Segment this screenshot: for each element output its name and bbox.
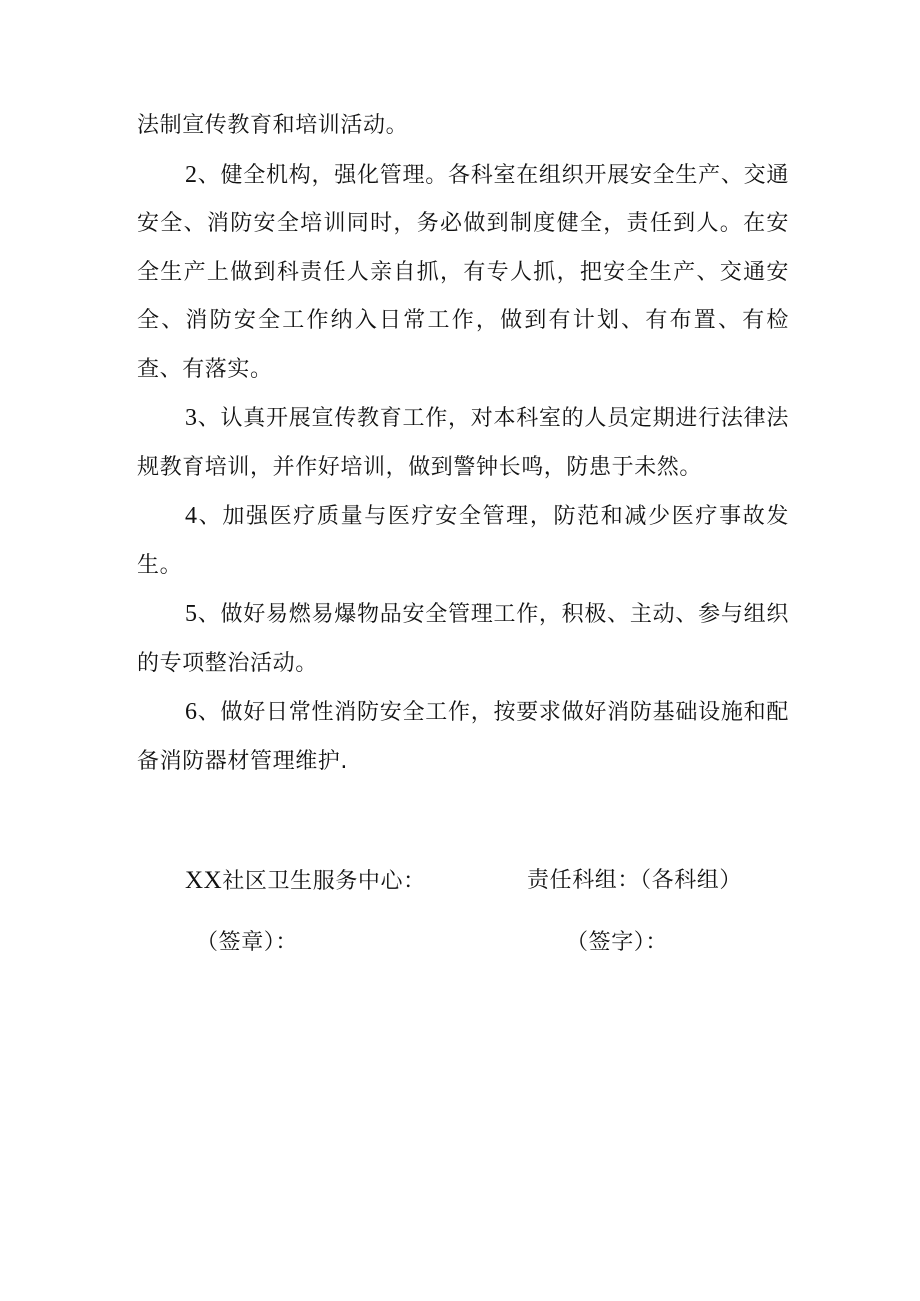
- paragraph-text: 、加强医疗质量与医疗安全管理，防范和减少医疗事故发生。: [137, 504, 789, 578]
- sign-label: [566, 928, 668, 958]
- paragraph-text: 法制宣传教育和培训活动。: [137, 113, 409, 138]
- center-label: 社区卫生服务中心：: [222, 869, 426, 894]
- group-signature-label: [527, 866, 742, 896]
- paragraph-item-3: [137, 394, 789, 492]
- paragraph-text: 、做好日常性消防安全工作，按要求做好消防基础设施和配备消防器材管理维护.: [137, 700, 789, 774]
- item-number: 5: [185, 601, 198, 627]
- paragraph-item-6: [137, 688, 789, 786]
- paragraph-item-5: [137, 590, 789, 688]
- center-prefix: XX: [185, 867, 223, 894]
- seal-label-text: （签章）：: [196, 930, 299, 955]
- paragraph-text: 、健全机构，强化管理。各科室在组织开展安全生产、交通安全、消防安全培训同时，务必做到制度健全，责任到人。在安全生产上做到科责任人亲自抓，有专人抓，把安全生产、交通安全、消防安全工作纳入日常工作，做到有计划、有布置、有检查、有落实。: [137, 162, 789, 382]
- paragraph-text: 、做好易燃易爆物品安全管理工作，积极、主动、参与组织的专项整治活动。: [137, 602, 789, 676]
- item-number: 6: [185, 699, 198, 725]
- center-signature-label: [185, 866, 426, 897]
- document-body: [137, 102, 789, 786]
- paragraph-item-4: [137, 492, 789, 590]
- sign-label-text: （签字）：: [566, 930, 669, 955]
- paragraph-text: 、认真开展宣传教育工作，对本科室的人员定期进行法律法规教育培训，并作好培训，做到警钟长鸣，防患于未然。: [137, 406, 789, 480]
- seal-label: [196, 928, 298, 958]
- item-number: 3: [185, 405, 198, 431]
- item-number: 2: [185, 161, 198, 188]
- paragraph-item-2: [137, 151, 789, 395]
- paragraph-continuation: [137, 102, 789, 151]
- item-number: 4: [185, 503, 198, 529]
- group-label: 责任科组：（各科组）: [527, 868, 743, 893]
